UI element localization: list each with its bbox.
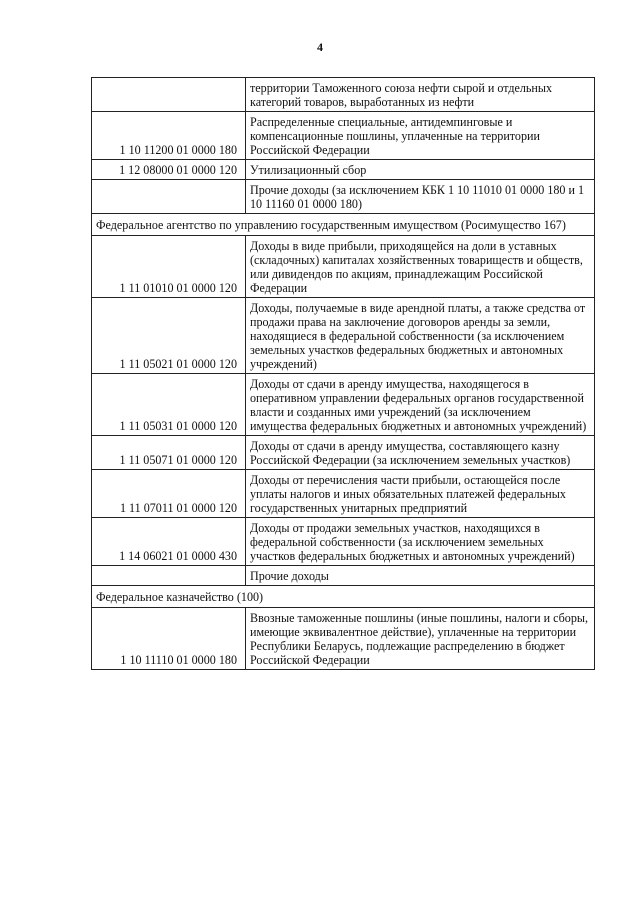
revenue-description-cell: Доходы от сдачи в аренду имущества, составляющего казну Российской Федерации (за исключением земельных участков) bbox=[246, 436, 595, 470]
revenue-description-cell: Утилизационный сбор bbox=[246, 160, 595, 180]
table-row bbox=[92, 566, 595, 586]
revenue-description-cell: Доходы в виде прибыли, приходящейся на доли в уставных (складочных) капиталах хозяйственных товариществ и обществ, или дивидендов по акциям, принадлежащим Российской Федерации bbox=[246, 236, 595, 298]
table-row bbox=[92, 518, 595, 566]
table-body bbox=[92, 78, 595, 670]
kbk-code-cell: 1 10 11110 01 0000 180 bbox=[92, 608, 246, 670]
agency-header-row bbox=[92, 214, 595, 236]
table-row bbox=[92, 160, 595, 180]
revenue-description-cell: Прочие доходы (за исключением КБК 1 10 11010 01 0000 180 и 1 10 11160 01 0000 180) bbox=[246, 180, 595, 214]
kbk-code-cell bbox=[92, 566, 246, 586]
revenue-description-cell: Доходы от сдачи в аренду имущества, находящегося в оперативном управлении федеральных органов государственной власти и созданных ими учреждений (за исключением имущества федеральных бюджетных и автономных учреждений) bbox=[246, 374, 595, 436]
revenue-description-cell: территории Таможенного союза нефти сырой и отдельных категорий товаров, выработанных из нефти bbox=[246, 78, 595, 112]
revenue-description-cell: Ввозные таможенные пошлины (иные пошлины, налоги и сборы, имеющие эквивалентное действие), уплаченные на территории Республики Беларусь, подлежащие распределению в бюджет Российской Федерации bbox=[246, 608, 595, 670]
table-row bbox=[92, 470, 595, 518]
table-row bbox=[92, 298, 595, 374]
agency-name: Федеральное казначейство (100) bbox=[92, 586, 595, 608]
kbk-code-cell: 1 14 06021 01 0000 430 bbox=[92, 518, 246, 566]
revenue-description-cell: Распределенные специальные, антидемпинговые и компенсационные пошлины, уплаченные на территории Российской Федерации bbox=[246, 112, 595, 160]
revenue-description-cell: Доходы от продажи земельных участков, находящихся в федеральной собственности (за исключением земельных участков федеральных бюджетных и автономных учреждений) bbox=[246, 518, 595, 566]
kbk-code-cell: 1 11 07011 01 0000 120 bbox=[92, 470, 246, 518]
table-row bbox=[92, 112, 595, 160]
table-row bbox=[92, 78, 595, 112]
kbk-code-cell bbox=[92, 180, 246, 214]
revenue-description-cell: Доходы от перечисления части прибыли, остающейся после уплаты налогов и иных обязательных платежей федеральных государственных унитарных предприятий bbox=[246, 470, 595, 518]
revenue-codes-table bbox=[91, 77, 595, 670]
kbk-code-cell: 1 12 08000 01 0000 120 bbox=[92, 160, 246, 180]
kbk-code-cell: 1 11 05031 01 0000 120 bbox=[92, 374, 246, 436]
kbk-code-cell bbox=[92, 78, 246, 112]
table-row bbox=[92, 374, 595, 436]
kbk-code-cell: 1 11 01010 01 0000 120 bbox=[92, 236, 246, 298]
table-row bbox=[92, 436, 595, 470]
table-row bbox=[92, 236, 595, 298]
agency-header-row bbox=[92, 586, 595, 608]
kbk-code-cell: 1 11 05071 01 0000 120 bbox=[92, 436, 246, 470]
revenue-description-cell: Доходы, получаемые в виде арендной платы, а также средства от продажи права на заключение договоров аренды за земли, находящиеся в федеральной собственности (за исключением земельных участков федеральных бюджетных и автономных учреждений) bbox=[246, 298, 595, 374]
table-row bbox=[92, 608, 595, 670]
kbk-code-cell: 1 11 05021 01 0000 120 bbox=[92, 298, 246, 374]
revenue-description-cell: Прочие доходы bbox=[246, 566, 595, 586]
page-number: 4 bbox=[317, 40, 323, 54]
kbk-code-cell: 1 10 11200 01 0000 180 bbox=[92, 112, 246, 160]
agency-name: Федеральное агентство по управлению государственным имуществом (Росимущество 167) bbox=[92, 214, 595, 236]
table-row bbox=[92, 180, 595, 214]
